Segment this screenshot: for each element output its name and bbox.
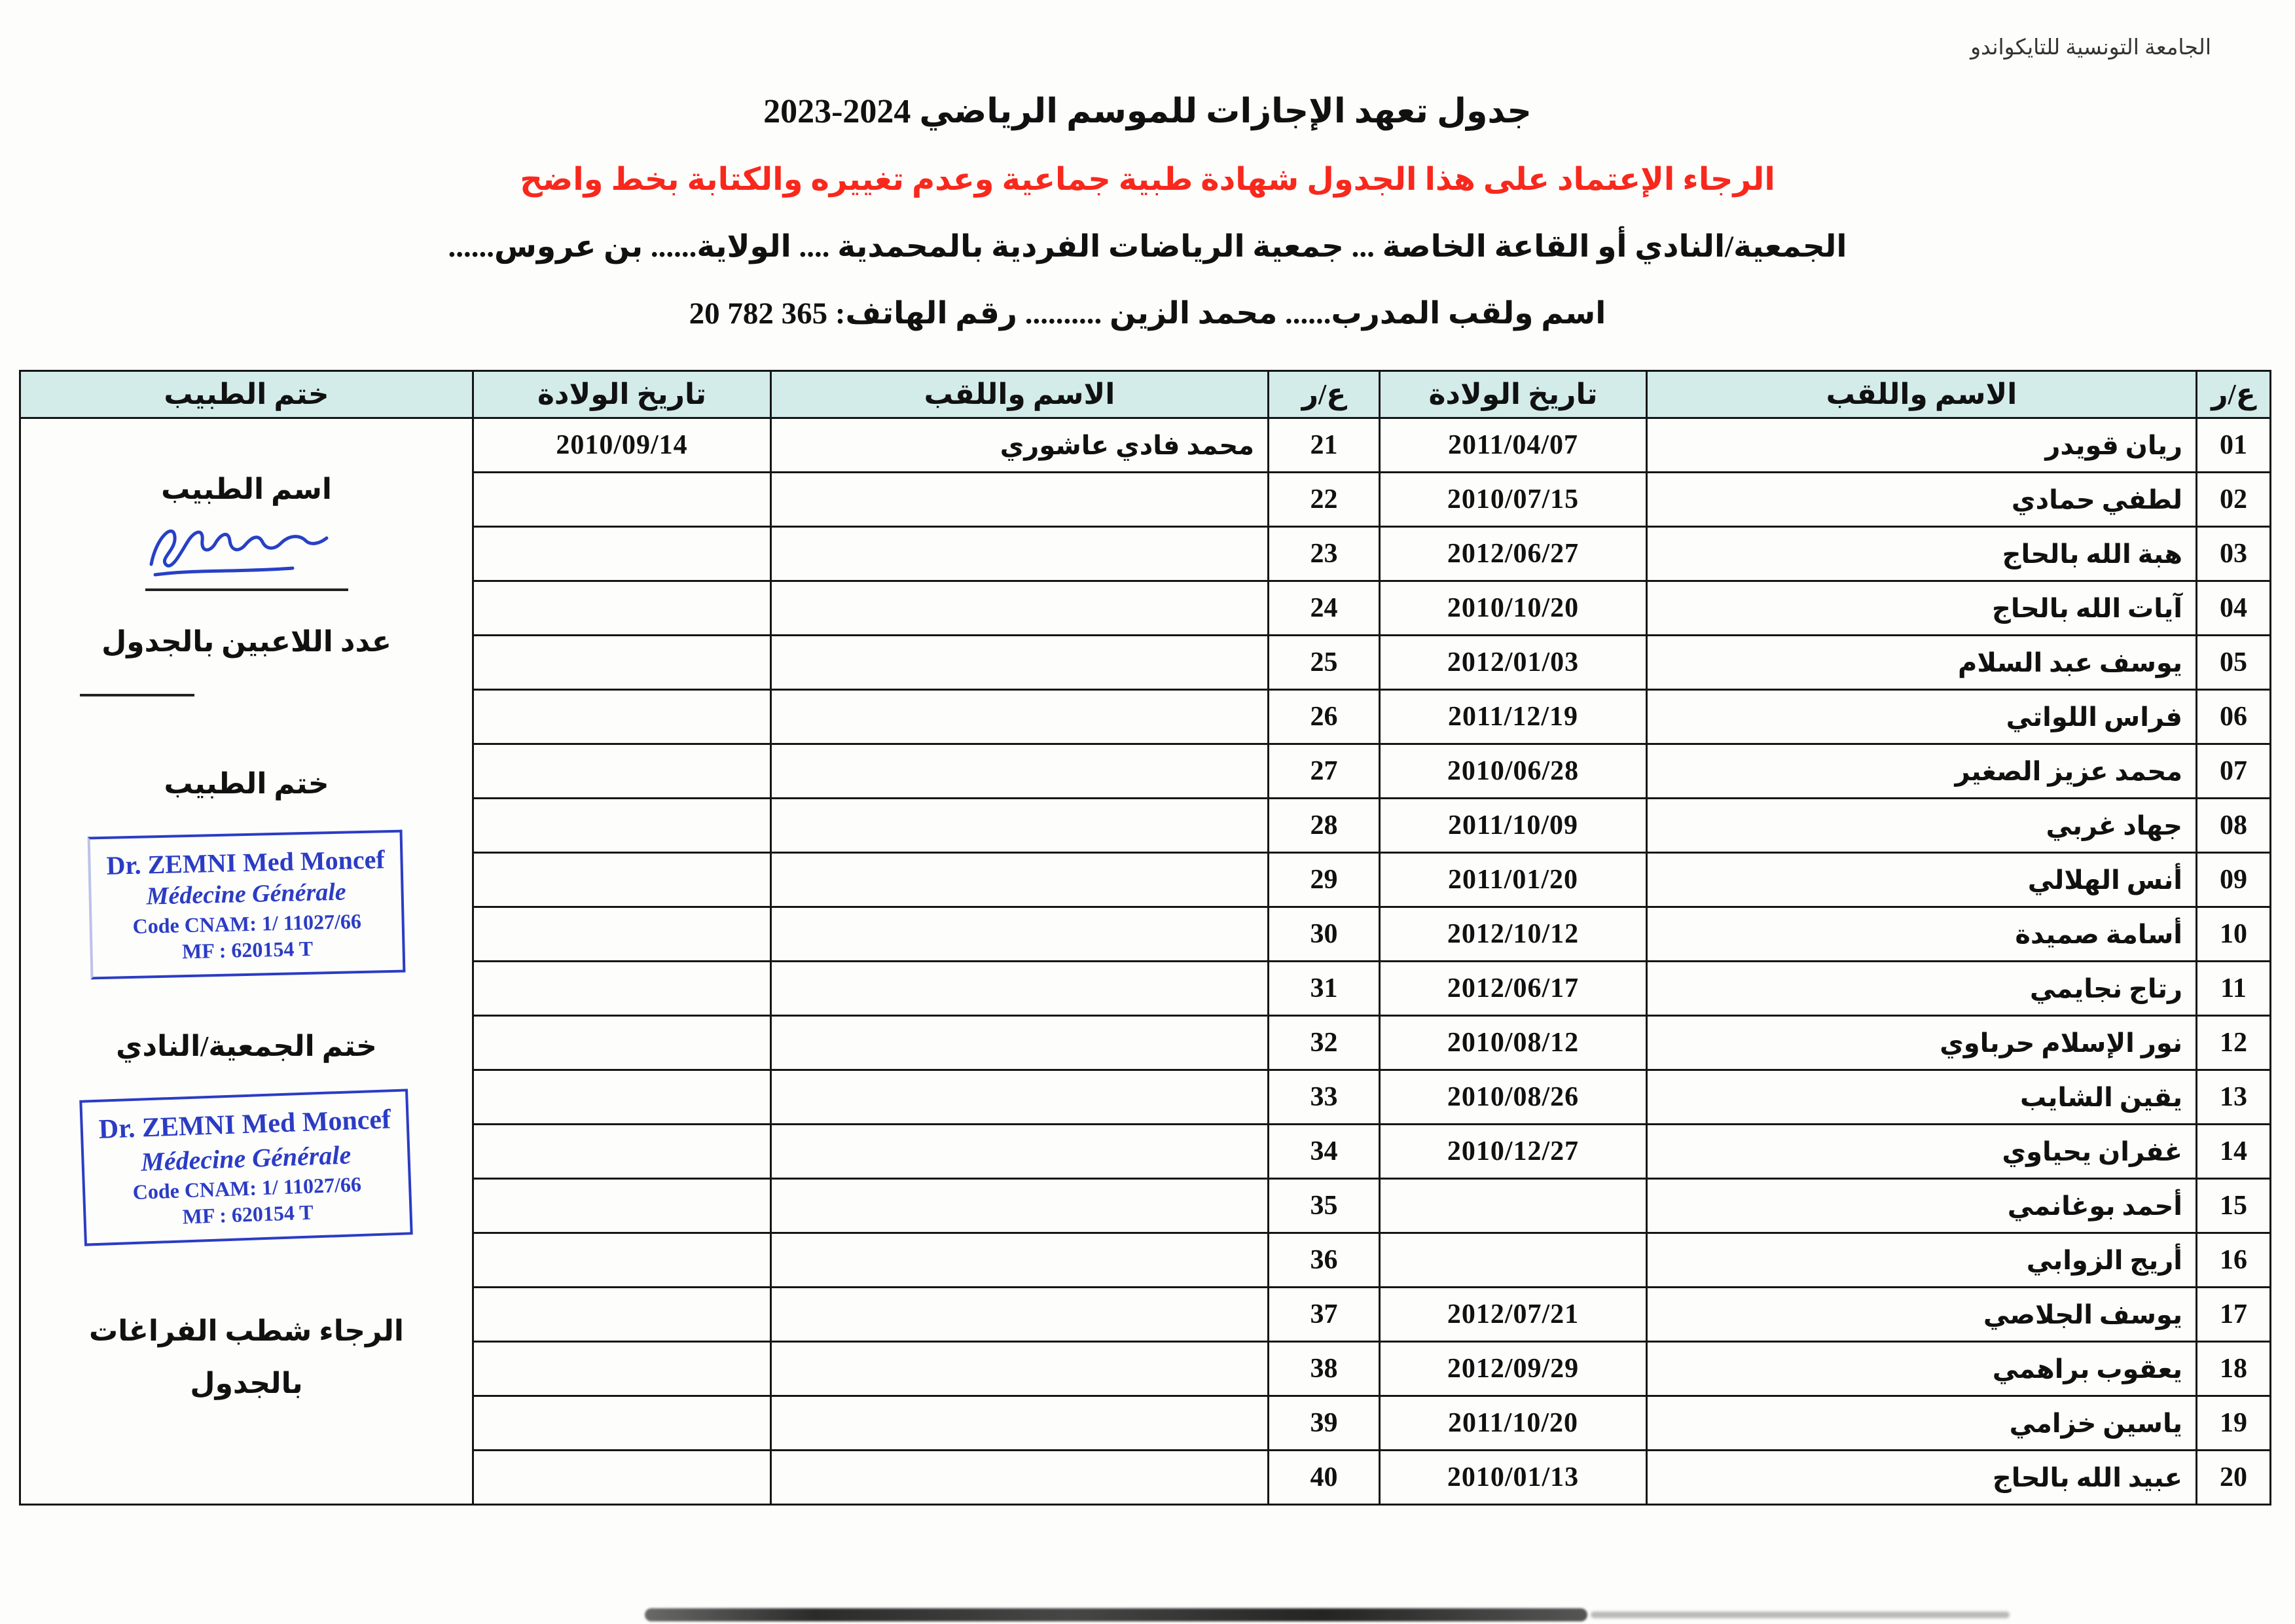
birth-date-cell-left bbox=[473, 1016, 771, 1070]
stamp-mf-code: MF : 620154 T bbox=[181, 936, 314, 964]
player-name-cell-right: هبة الله بالحاج bbox=[1647, 527, 2197, 581]
table-row bbox=[20, 418, 2271, 473]
serial-cell-right: 09 bbox=[2197, 853, 2271, 907]
player-name-cell-left bbox=[771, 744, 1269, 799]
player-name-cell-left bbox=[771, 1342, 1269, 1396]
birth-date-cell-right: 2011/10/09 bbox=[1380, 799, 1647, 853]
birth-date-cell-left bbox=[473, 1451, 771, 1505]
player-name-cell-left bbox=[771, 1070, 1269, 1125]
birth-date-cell-left bbox=[473, 853, 771, 907]
serial-cell-left: 22 bbox=[1269, 473, 1380, 527]
serial-cell-right: 14 bbox=[2197, 1125, 2271, 1179]
coach-line: اسم ولقب المدرب...... محمد الزين .......... رقم الهاتف: 365 782 20 bbox=[689, 296, 1606, 331]
player-name-cell-left bbox=[771, 1016, 1269, 1070]
birth-date-cell-left bbox=[473, 799, 771, 853]
birth-date-cell-right: 2012/10/12 bbox=[1380, 907, 1647, 962]
player-name-cell-right: أريج الزوابي bbox=[1647, 1233, 2197, 1288]
serial-cell-right: 03 bbox=[2197, 527, 2271, 581]
player-name-cell-right: ياسين خزامي bbox=[1647, 1396, 2197, 1451]
header-birthdate-left: تاريخ الولادة bbox=[473, 371, 771, 418]
serial-cell-right: 16 bbox=[2197, 1233, 2271, 1288]
cross-out-note-line1: الرجاء شطب الفراغات bbox=[89, 1315, 404, 1348]
header-birthdate-right: تاريخ الولادة bbox=[1380, 371, 1647, 418]
stamp-specialty: Médecine Générale bbox=[146, 878, 347, 911]
doctor-stamp-imprint bbox=[88, 830, 406, 979]
serial-cell-right: 18 bbox=[2197, 1342, 2271, 1396]
header-serial-left: ع/ر bbox=[1269, 371, 1380, 418]
serial-cell-right: 13 bbox=[2197, 1070, 2271, 1125]
stamp-doctor-name: Dr. ZEMNI Med Moncef bbox=[106, 844, 386, 881]
birth-date-cell-right: 2012/09/29 bbox=[1380, 1342, 1647, 1396]
birth-date-cell-left bbox=[473, 907, 771, 962]
doctor-stamp-column-content bbox=[21, 419, 472, 1503]
birth-date-cell-right: 2011/10/20 bbox=[1380, 1396, 1647, 1451]
scan-artifact-smudge-light bbox=[1591, 1612, 2010, 1618]
player-name-cell-right: نور الإسلام حرباوي bbox=[1647, 1016, 2197, 1070]
birth-date-cell-right: 2012/01/03 bbox=[1380, 636, 1647, 690]
license-commitment-table bbox=[19, 370, 2271, 1506]
birth-date-cell-left: 2010/09/14 bbox=[473, 418, 771, 473]
player-name-cell-right: آيات الله بالحاج bbox=[1647, 581, 2197, 636]
player-name-cell-right: عبيد الله بالحاج bbox=[1647, 1451, 2197, 1505]
player-name-cell-right: جهاد غربي bbox=[1647, 799, 2197, 853]
warning-line: الرجاء الإعتماد على هذا الجدول شهادة طبية جماعية وعدم تغييره والكتابة بخط واضح bbox=[520, 162, 1775, 198]
serial-cell-left: 34 bbox=[1269, 1125, 1380, 1179]
serial-cell-right: 10 bbox=[2197, 907, 2271, 962]
player-name-cell-left bbox=[771, 690, 1269, 744]
serial-cell-right: 07 bbox=[2197, 744, 2271, 799]
header-doctor-stamp: ختم الطبيب bbox=[20, 371, 473, 418]
serial-cell-right: 04 bbox=[2197, 581, 2271, 636]
serial-cell-right: 01 bbox=[2197, 418, 2271, 473]
player-name-cell-right: غفران يحياوي bbox=[1647, 1125, 2197, 1179]
birth-date-cell-left bbox=[473, 1342, 771, 1396]
serial-cell-left: 23 bbox=[1269, 527, 1380, 581]
doctor-stamp-label: ختم الطبيب bbox=[164, 768, 329, 801]
player-name-cell-right: أسامة صميدة bbox=[1647, 907, 2197, 962]
player-name-cell-left bbox=[771, 907, 1269, 962]
serial-cell-right: 19 bbox=[2197, 1396, 2271, 1451]
player-name-cell-right: محمد عزيز الصغير bbox=[1647, 744, 2197, 799]
birth-date-cell-right: 2012/06/27 bbox=[1380, 527, 1647, 581]
stamp-mf-code: MF : 620154 T bbox=[182, 1199, 314, 1228]
player-name-cell-right: ريان قويدر bbox=[1647, 418, 2197, 473]
birth-date-cell-right: 2010/08/26 bbox=[1380, 1070, 1647, 1125]
birth-date-cell-right: 2011/01/20 bbox=[1380, 853, 1647, 907]
player-name-cell-right: لطفي حمادي bbox=[1647, 473, 2197, 527]
birth-date-cell-right: 2011/12/19 bbox=[1380, 690, 1647, 744]
cross-out-note bbox=[89, 1305, 404, 1409]
player-name-cell-left bbox=[771, 1233, 1269, 1288]
birth-date-cell-left bbox=[473, 1125, 771, 1179]
header-serial-right: ع/ر bbox=[2197, 371, 2271, 418]
federation-name: الجامعة التونسية للتايكواندو bbox=[1970, 36, 2211, 60]
player-name-cell-right: يقين الشايب bbox=[1647, 1070, 2197, 1125]
serial-cell-left: 24 bbox=[1269, 581, 1380, 636]
doctor-signature bbox=[142, 514, 352, 587]
serial-cell-right: 15 bbox=[2197, 1179, 2271, 1233]
player-name-cell-left bbox=[771, 1179, 1269, 1233]
player-name-cell-left bbox=[771, 1125, 1269, 1179]
players-count-underline bbox=[80, 694, 194, 696]
birth-date-cell-left bbox=[473, 527, 771, 581]
birth-date-cell-right: 2010/06/28 bbox=[1380, 744, 1647, 799]
stamp-cnam-code: Code CNAM: 1/ 11027/66 bbox=[132, 1172, 362, 1204]
birth-date-cell-right bbox=[1380, 1233, 1647, 1288]
player-name-cell-right: أنس الهلالي bbox=[1647, 853, 2197, 907]
player-name-cell-left bbox=[771, 853, 1269, 907]
serial-cell-left: 25 bbox=[1269, 636, 1380, 690]
serial-cell-left: 21 bbox=[1269, 418, 1380, 473]
birth-date-cell-right: 2010/07/15 bbox=[1380, 473, 1647, 527]
player-name-cell-left bbox=[771, 1451, 1269, 1505]
birth-date-cell-left bbox=[473, 581, 771, 636]
serial-cell-right: 02 bbox=[2197, 473, 2271, 527]
serial-cell-right: 20 bbox=[2197, 1451, 2271, 1505]
serial-cell-right: 06 bbox=[2197, 690, 2271, 744]
serial-cell-left: 32 bbox=[1269, 1016, 1380, 1070]
birth-date-cell-left bbox=[473, 1396, 771, 1451]
birth-date-cell-right: 2010/01/13 bbox=[1380, 1451, 1647, 1505]
serial-cell-left: 38 bbox=[1269, 1342, 1380, 1396]
club-stamp-label: ختم الجمعية/النادي bbox=[116, 1030, 377, 1062]
header-name-right: الاسم واللقب bbox=[1647, 371, 2197, 418]
serial-cell-left: 28 bbox=[1269, 799, 1380, 853]
player-name-cell-right: رتاج نجايمي bbox=[1647, 962, 2197, 1016]
serial-cell-left: 36 bbox=[1269, 1233, 1380, 1288]
serial-cell-right: 12 bbox=[2197, 1016, 2271, 1070]
stamp-specialty: Médecine Générale bbox=[140, 1139, 352, 1176]
player-name-cell-left bbox=[771, 799, 1269, 853]
serial-cell-right: 05 bbox=[2197, 636, 2271, 690]
document-title: جدول تعهد الإجازات للموسم الرياضي 2024-2023 bbox=[763, 93, 1532, 130]
player-name-cell-left bbox=[771, 1288, 1269, 1342]
table-header-row bbox=[20, 371, 2271, 418]
birth-date-cell-left bbox=[473, 690, 771, 744]
document-header bbox=[0, 0, 2295, 331]
player-name-cell-left bbox=[771, 527, 1269, 581]
scan-artifact-smudge bbox=[645, 1608, 1587, 1621]
serial-cell-left: 37 bbox=[1269, 1288, 1380, 1342]
cross-out-note-line2: بالجدول bbox=[190, 1367, 303, 1399]
serial-cell-right: 08 bbox=[2197, 799, 2271, 853]
birth-date-cell-left bbox=[473, 1070, 771, 1125]
birth-date-cell-left bbox=[473, 473, 771, 527]
birth-date-cell-left bbox=[473, 1233, 771, 1288]
player-name-cell-left bbox=[771, 962, 1269, 1016]
birth-date-cell-right: 2010/08/12 bbox=[1380, 1016, 1647, 1070]
players-count-label: عدد اللاعبين بالجدول bbox=[101, 626, 391, 659]
birth-date-cell-left bbox=[473, 1288, 771, 1342]
serial-cell-left: 39 bbox=[1269, 1396, 1380, 1451]
birth-date-cell-right: 2012/07/21 bbox=[1380, 1288, 1647, 1342]
player-name-cell-left bbox=[771, 473, 1269, 527]
serial-cell-left: 29 bbox=[1269, 853, 1380, 907]
serial-cell-left: 40 bbox=[1269, 1451, 1380, 1505]
signature-underline bbox=[145, 588, 348, 591]
player-name-cell-right: يعقوب براهمي bbox=[1647, 1342, 2197, 1396]
player-name-cell-left bbox=[771, 1396, 1269, 1451]
doctor-name-label: اسم الطبيب bbox=[161, 473, 332, 506]
serial-cell-left: 27 bbox=[1269, 744, 1380, 799]
club-line: الجمعية/النادي أو القاعة الخاصة ... جمعية الرياضات الفردية بالمحمدية .... الولاية...... بن عروس...... bbox=[448, 229, 1847, 264]
birth-date-cell-left bbox=[473, 962, 771, 1016]
birth-date-cell-right: 2011/04/07 bbox=[1380, 418, 1647, 473]
club-stamp-imprint bbox=[80, 1089, 414, 1246]
birth-date-cell-left bbox=[473, 1179, 771, 1233]
doctor-stamp-cell bbox=[20, 418, 473, 1505]
birth-date-cell-left bbox=[473, 744, 771, 799]
stamp-cnam-code: Code CNAM: 1/ 11027/66 bbox=[132, 909, 362, 938]
birth-date-cell-right bbox=[1380, 1179, 1647, 1233]
player-name-cell-left bbox=[771, 581, 1269, 636]
player-name-cell-left bbox=[771, 636, 1269, 690]
serial-cell-right: 17 bbox=[2197, 1288, 2271, 1342]
birth-date-cell-right: 2010/12/27 bbox=[1380, 1125, 1647, 1179]
header-name-left: الاسم واللقب bbox=[771, 371, 1269, 418]
serial-cell-left: 31 bbox=[1269, 962, 1380, 1016]
player-name-cell-left: محمد فادي عاشوري bbox=[771, 418, 1269, 473]
player-name-cell-right: فراس اللواتي bbox=[1647, 690, 2197, 744]
birth-date-cell-right: 2010/10/20 bbox=[1380, 581, 1647, 636]
player-name-cell-right: يوسف عبد السلام bbox=[1647, 636, 2197, 690]
birth-date-cell-right: 2012/06/17 bbox=[1380, 962, 1647, 1016]
serial-cell-left: 33 bbox=[1269, 1070, 1380, 1125]
serial-cell-left: 30 bbox=[1269, 907, 1380, 962]
serial-cell-left: 35 bbox=[1269, 1179, 1380, 1233]
player-name-cell-right: يوسف الجلاصي bbox=[1647, 1288, 2197, 1342]
player-name-cell-right: أحمد بوغانمي bbox=[1647, 1179, 2197, 1233]
birth-date-cell-left bbox=[473, 636, 771, 690]
serial-cell-left: 26 bbox=[1269, 690, 1380, 744]
stamp-doctor-name: Dr. ZEMNI Med Moncef bbox=[98, 1104, 392, 1145]
serial-cell-right: 11 bbox=[2197, 962, 2271, 1016]
